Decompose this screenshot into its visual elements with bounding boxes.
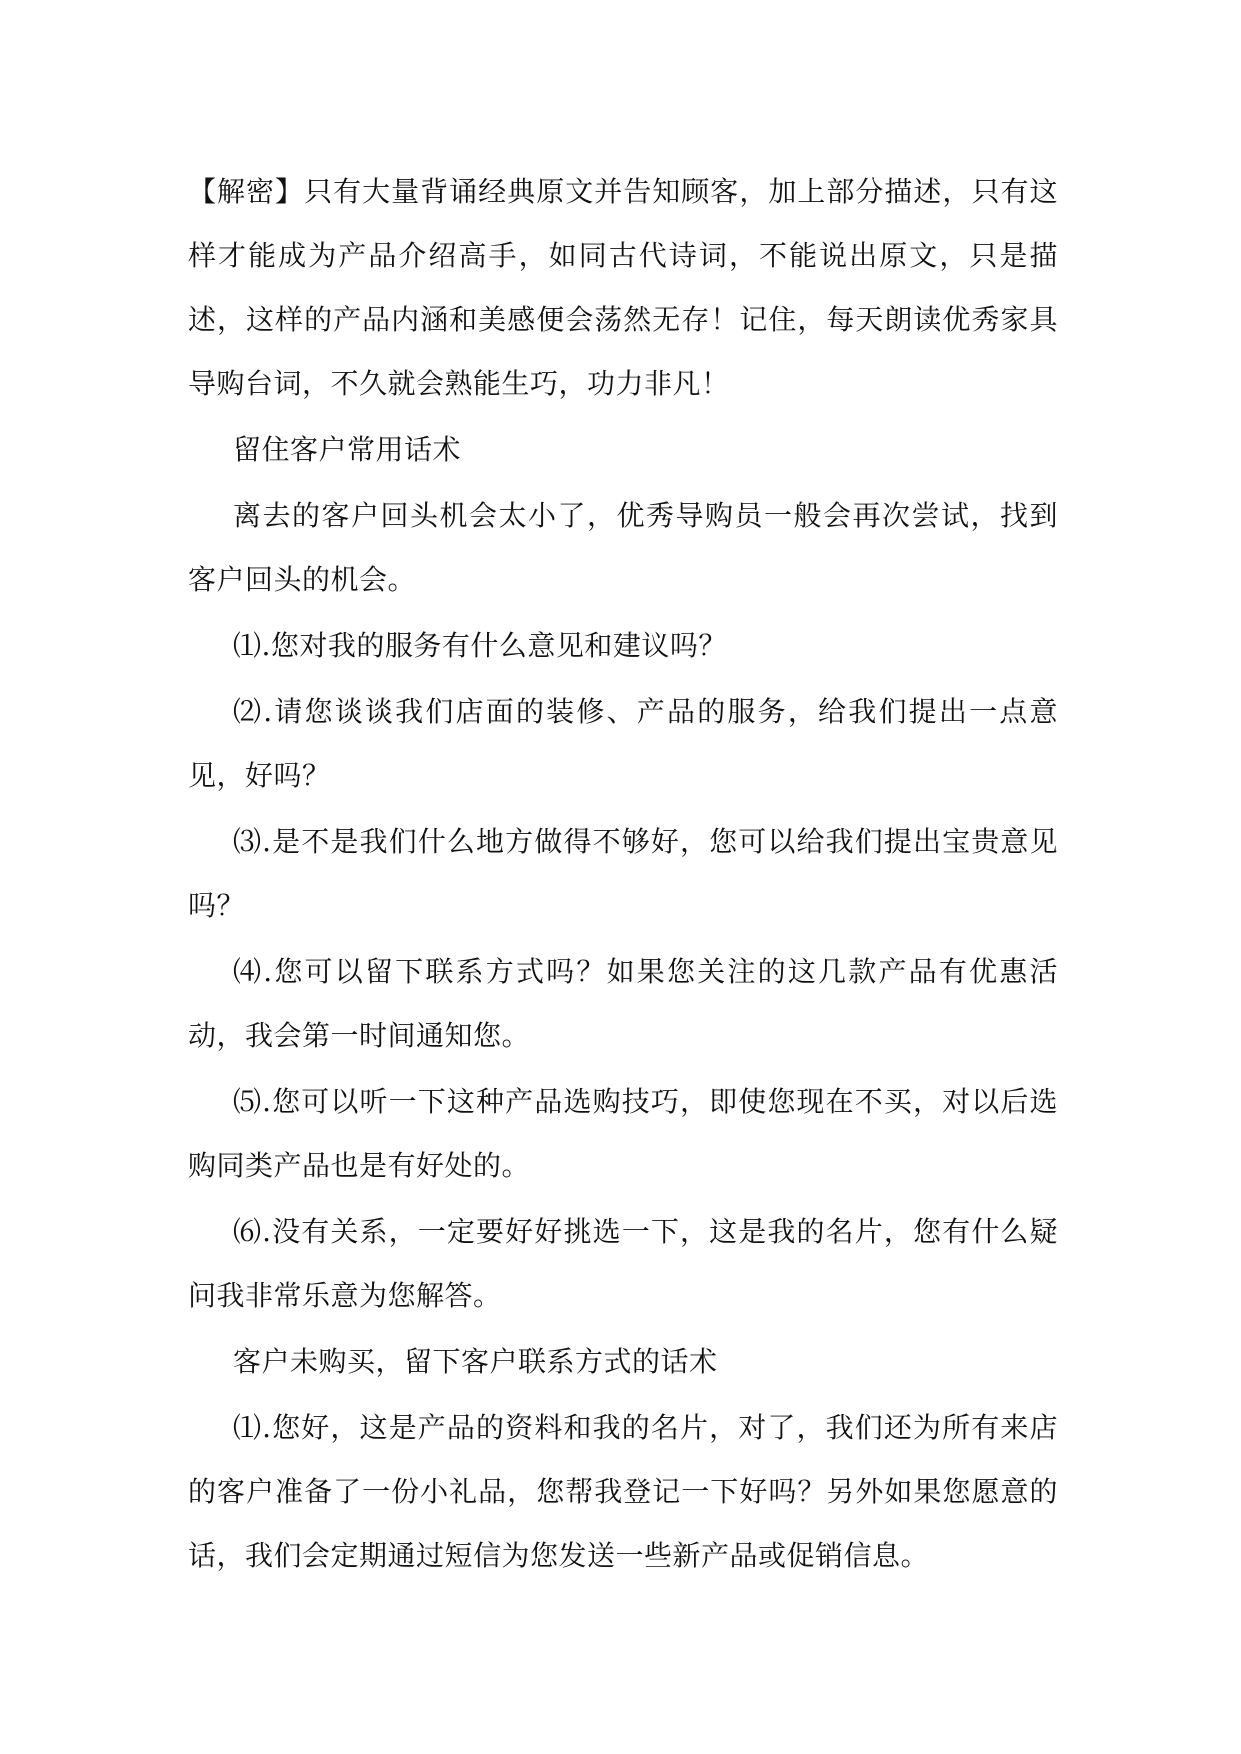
decrypt-paragraph: 【解密】只有大量背诵经典原文并告知顾客，加上部分描述，只有这样才能成为产品介绍高手，如同古代诗词，不能说出原文，只是描述，这样的产品内涵和美感便会荡然无存！记住，每天朗读优秀家具导购台词，不久就会熟能生巧，功力非凡！	[188, 175, 1058, 400]
intro-paragraph: 离去的客户回头机会太小了，优秀导购员一般会再次尝试，找到客户回头的机会。	[188, 499, 1058, 596]
document-body	[188, 160, 1058, 1590]
section-heading-retain-customers: 留住客户常用话术	[233, 433, 462, 466]
list-item-3: ⑶.是不是我们什么地方做得不够好，您可以给我们提出宝贵意见吗？	[188, 825, 1058, 922]
list-item-5: ⑸.您可以听一下这种产品选购技巧，即使您现在不买，对以后选购同类产品也是有好处的。	[188, 1085, 1058, 1182]
contact-list-item-1: ⑴.您好，这是产品的资料和我的名片，对了，我们还为所有来店的客户准备了一份小礼品，您帮我登记一下好吗？另外如果您愿意的话，我们会定期通过短信为您发送一些新产品或促销信息。	[188, 1411, 1058, 1572]
section-heading-contact-info: 客户未购买，留下客户联系方式的话术	[233, 1345, 718, 1378]
list-item-2: ⑵.请您谈谈我们店面的装修、产品的服务，给我们提出一点意见，好吗？	[188, 695, 1058, 792]
list-item-1: ⑴.您对我的服务有什么意见和建议吗？	[233, 629, 727, 662]
list-item-4: ⑷.您可以留下联系方式吗？如果您关注的这几款产品有优惠活动，我会第一时间通知您。	[188, 955, 1058, 1052]
list-item-6: ⑹.没有关系，一定要好好挑选一下，这是我的名片，您有什么疑问我非常乐意为您解答。	[188, 1215, 1058, 1312]
